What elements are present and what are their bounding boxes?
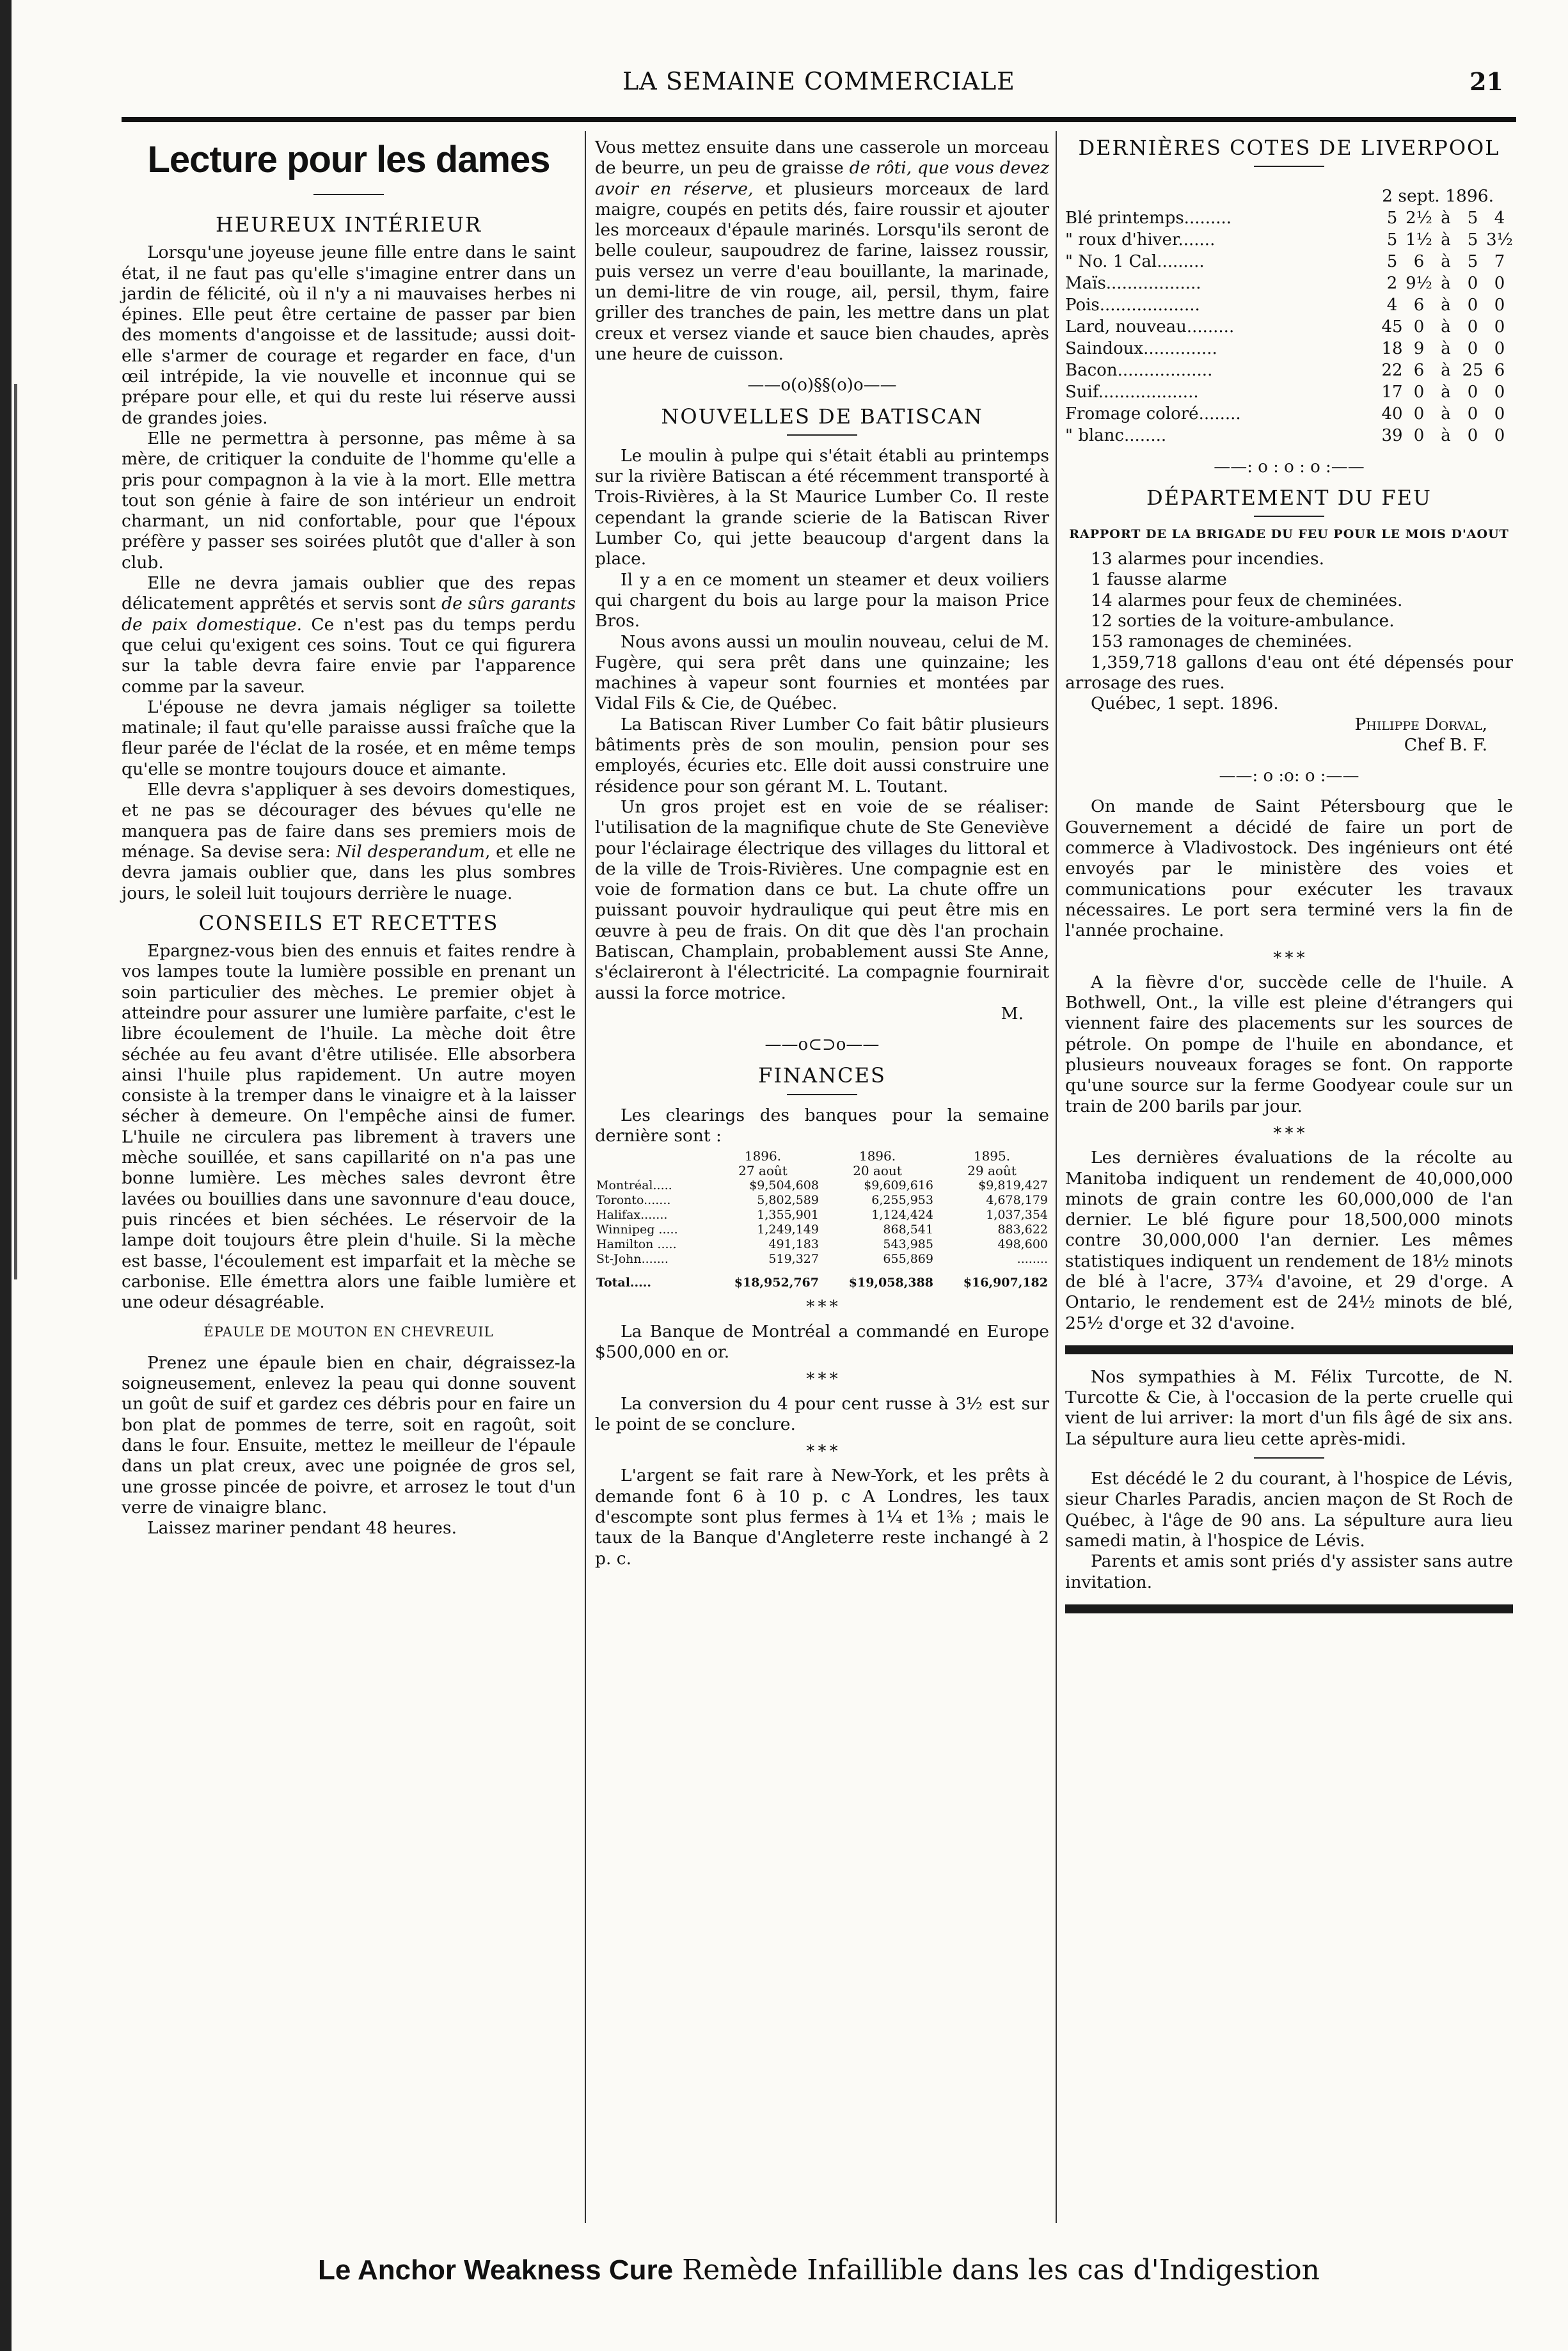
- text: et plusieurs morceaux de lard maigre, coupés en petits dés, faire roussir et ajouter les morceaux d'épaule marinés. Lorsqu'ils seront de belle couleur, saupoudrez de farine, laissez roussir, puis versez un verre d'eau bouillante, la marinade, un demi-litre de vin rouge, ail, persil, thym, faire griller des tranches de pain, les mettre dans un plat creux et versez viande et sauce bien chaudes, après une heure de cuisson.: [595, 178, 1049, 364]
- report-line: 13 alarmes pour incendies.: [1091, 549, 1325, 569]
- paragraph: 1,359,718 gallons d'eau ont été dépensés pour arrosage des rues.: [1065, 652, 1513, 693]
- divider: [1254, 516, 1324, 517]
- report-line: 12 sorties de la voiture-ambulance.: [1091, 611, 1395, 631]
- price-value: 17: [1381, 382, 1403, 402]
- price-value: 7: [1494, 251, 1505, 271]
- ad-brand: Le Anchor Weakness Cure: [318, 2254, 674, 2286]
- table-cell: 519,327: [768, 1252, 819, 1267]
- italic-text: de sûrs garants de paix domestique.: [122, 594, 576, 635]
- price-value: à: [1441, 425, 1451, 445]
- section-heading: NOUVELLES DE BATISCAN: [661, 404, 983, 429]
- page-header: [122, 61, 1516, 112]
- paragraph: On mande de Saint Pétersbourg que le Gouvernement a décidé de faire un port de commerce à Vladivostock. Des ingénieurs ont été envoyés par le ministère des voies et communications pour exécuter les travaux nécessaires. Le port sera terminé vers la fin de l'année prochaine.: [1065, 796, 1513, 941]
- table-cell: 1896.: [859, 1148, 896, 1164]
- text: Ce: [302, 614, 335, 635]
- table-cell: 868,541: [883, 1223, 933, 1237]
- price-value: 5: [1386, 251, 1398, 271]
- commodity: " blanc........: [1065, 425, 1167, 445]
- paragraph: Elle ne permettra à personne, pas même à sa mère, de critiquer la conduite de l'homme qu'elle a pris pour compagnon à la vie à la mort. Elle mettra tout son génie à faire de son intérieur un endroit charmant, un nid confortable, pour que l'époux préfère y passer ses soirées plutôt que d'aller à son club.: [122, 428, 576, 573]
- table-cell: 20 aout: [853, 1163, 902, 1179]
- paragraph: L'épouse ne devra jamais négliger sa toilette matinale; il faut qu'elle paraisse aussi fraîche que la fleur parée de l'éclat de la rosée, et en même temps qu'elle se montre toujours douce et aimante.: [122, 697, 576, 779]
- fire-report: [1065, 549, 1513, 652]
- price-value: 6: [1494, 360, 1505, 380]
- report-line: 14 alarmes pour feux de cheminées.: [1091, 590, 1403, 610]
- paragraph: Lorsqu'une joyeuse jeune fille entre dans le saint état, il ne faut pas qu'elle s'imagine entrer dans un jardin de félicité, où il n'y a ni mauvaises herbes ni épines. Elle peut être certaine de passer par bien des moments d'angoisse et de lassitude; aussi doit-elle s'armer de courage et regarder en face, d'un œil intrépide, la vie nouvelle et inconnue qui se prépare pour elle, et qui du reste lui réserve aussi de grandes joies.: [122, 242, 576, 428]
- paragraph: Un gros projet est en voie de se réaliser: l'utilisation de la magnifique chute de Ste Geneviève pour l'éclairage électrique des villages du littoral et de la ville de Trois-Rivières. Une compagnie est en voie de formation dans ce but. La chute offre un puissant pouvoir hydraulique qui peut être mis en œuvre à peu de frais. On dit que dès l'an prochain Batiscan, Champlain, probablement aussi Ste Anne, s'éclaireront à l'électricité. La compagnie fournirait aussi la force motrice.: [595, 796, 1049, 1003]
- price-value: 0: [1467, 273, 1478, 293]
- footer-advertisement: [122, 2254, 1516, 2286]
- price-row: [1065, 316, 1513, 338]
- ornament: ——o(o)§§(o)o——: [747, 376, 897, 395]
- commodity: Fromage coloré........: [1065, 404, 1241, 423]
- table-cell: 1,124,424: [871, 1208, 933, 1223]
- divider: [313, 194, 384, 195]
- price-value: 0: [1413, 317, 1425, 336]
- table-cell: $16,907,182: [963, 1276, 1048, 1290]
- signature: Philippe Dorval,: [1354, 714, 1487, 734]
- price-value: 5: [1467, 230, 1478, 249]
- table-cell: Winnipeg .....: [596, 1223, 678, 1237]
- table-row: [595, 1178, 1049, 1193]
- paragraph: A la fièvre d'or, succède celle de l'huile. A Bothwell, Ont., la ville est pleine d'étrangers qui viennent faire des placements sur les sources de pétrole. On pompe de l'huile en abondance, et plusieurs nouveaux forages se font. On rapporte qu'une source sur la ferme Goodyear coule sur un train de 200 barils par jour.: [1065, 972, 1513, 1116]
- signature: Chef B. F.: [1404, 734, 1487, 755]
- price-value: 5: [1386, 208, 1398, 228]
- divider: [1254, 1457, 1324, 1459]
- clearings-table: [595, 1149, 1049, 1290]
- scan-edge: [0, 0, 12, 2351]
- table-cell: 6,255,953: [871, 1193, 933, 1208]
- journal-title: LA SEMAINE COMMERCIALE: [622, 67, 1015, 95]
- paragraph: Il y a en ce moment un steamer et deux voiliers qui chargent du bois au large pour la maison Price Bros.: [595, 569, 1049, 631]
- divider: [787, 434, 857, 436]
- price-value: 0: [1494, 317, 1505, 336]
- price-value: 6: [1413, 295, 1425, 315]
- price-value: 0: [1494, 382, 1505, 402]
- table-cell: 27 août: [738, 1163, 788, 1179]
- table-cell: 543,985: [883, 1237, 933, 1252]
- price-value: 0: [1413, 425, 1425, 445]
- paragraph: Prenez une épaule bien en chair, dégraissez-la soigneusement, enlevez la peau qui donne souvent un goût de suif et gardez ces débris pour en faire un bon plat de pommes de terre, soit en ragoût, soit dans le four. Ensuite, mettez le meilleur de l'épaule dans un plat creux, avec une poignée de gros sel, une grosse pincée de poivre, et arrosez le tout d'un verre de vinaigre blanc.: [122, 1352, 576, 1517]
- price-value: 3½: [1486, 230, 1513, 249]
- table-row: [595, 1193, 1049, 1208]
- sub-heading: RAPPORT DE LA BRIGADE DU FEU POUR LE MOIS D'AOUT: [1069, 527, 1509, 542]
- table-cell: 29 août: [967, 1163, 1017, 1179]
- price-value: 0: [1413, 382, 1425, 402]
- column-2: [595, 138, 1049, 1569]
- table-cell: 1,249,149: [757, 1223, 819, 1237]
- ornament: ——: o :o: o :——: [1219, 766, 1359, 786]
- mourning-bar: [1065, 1345, 1513, 1354]
- table-cell: 498,600: [997, 1237, 1048, 1252]
- ad-tagline: Remède Infaillible dans les cas d'Indigestion: [682, 2254, 1320, 2286]
- price-row: [1065, 381, 1513, 403]
- newspaper-page: [122, 61, 1516, 2338]
- price-value: à: [1441, 295, 1451, 315]
- price-row: [1065, 207, 1513, 229]
- price-row: [1065, 360, 1513, 381]
- price-value: 1½: [1406, 230, 1432, 249]
- price-value: 0: [1494, 295, 1505, 315]
- price-value: 0: [1467, 382, 1478, 402]
- paragraph: Est décédé le 2 du courant, à l'hospice de Lévis, sieur Charles Paradis, ancien maçon de St Roch de Québec, à l'âge de 90 ans. La sépulture aura lieu samedi matin, à l'hospice de Lévis.: [1065, 1469, 1513, 1551]
- paragraph: Les clearings des banques pour la semaine dernière sont :: [595, 1105, 1049, 1146]
- table-header-row: [595, 1149, 1049, 1164]
- italic-text: Nil desperandum: [336, 841, 486, 862]
- asterism: * * *: [806, 1370, 838, 1389]
- price-value: 0: [1467, 404, 1478, 423]
- paragraph: La Batiscan River Lumber Co fait bâtir plusieurs bâtiments près de son moulin, pension pour ses employés, écuries etc. Elle doit aussi construire une résidence pour son gérant M. L. Toutant.: [595, 714, 1049, 796]
- price-value: à: [1441, 273, 1451, 293]
- price-value: 9½: [1406, 273, 1432, 293]
- price-row: [1065, 338, 1513, 360]
- commodity: " No. 1 Cal.........: [1065, 251, 1205, 271]
- price-row: [1065, 403, 1513, 425]
- price-value: à: [1441, 251, 1451, 271]
- price-value: 0: [1467, 295, 1478, 315]
- paragraph: Le moulin à pulpe qui s'était établi au printemps sur la rivière Batiscan a été récemment transporté à Trois-Rivières, à la St Maurice Lumber Co. Il reste cependant la grande scierie de la Batiscan River Lumber Co, qui jette beaucoup d'argent dans la place.: [595, 445, 1049, 569]
- commodity: Saindoux..............: [1065, 338, 1217, 358]
- price-row: [1065, 425, 1513, 447]
- commodity: Lard, nouveau.........: [1065, 317, 1235, 336]
- text: Elle ne devra jamais oublier que des repas délicatement apprêtés et servis sont: [122, 573, 576, 614]
- paragraph: Laissez mariner pendant 48 heures.: [147, 1518, 457, 1539]
- paragraph: Parents et amis sont priés d'y assister sans autre invitation.: [1065, 1551, 1513, 1592]
- price-value: 5: [1467, 251, 1478, 271]
- price-value: 0: [1494, 404, 1505, 423]
- text: Elle devra s'appliquer à ses devoirs domestiques, et ne pas se décourager des bévues qu'elle ne manquera pas de faire dans ses premiers mois de ménage. Sa devise sera:: [122, 780, 576, 862]
- table-cell: 491,183: [768, 1237, 819, 1252]
- section-heading: DÉPARTEMENT DU FEU: [1146, 485, 1432, 510]
- price-value: 2½: [1406, 208, 1432, 228]
- ornament: ——: o : o : o :——: [1214, 457, 1365, 477]
- price-value: 0: [1467, 317, 1478, 336]
- commodity: Pois...................: [1065, 295, 1200, 315]
- table-total-row: [595, 1267, 1049, 1290]
- report-line: 1 fausse alarme: [1091, 569, 1227, 590]
- text: Vous mettez ensuite dans une casserole un morceau de beurre, un peu de graisse: [595, 138, 1049, 178]
- table-cell: St-John.......: [596, 1252, 669, 1267]
- column-1: [122, 138, 576, 1539]
- price-value: 39: [1381, 425, 1403, 445]
- paragraph: La Banque de Montréal a commandé en Europe $500,000 en or.: [595, 1321, 1049, 1362]
- table-row: [595, 1252, 1049, 1267]
- asterism: * * *: [806, 1442, 838, 1462]
- price-value: 6: [1413, 251, 1425, 271]
- divider: [1254, 166, 1324, 167]
- table-cell: ........: [1017, 1252, 1048, 1267]
- asterism: * * *: [1273, 948, 1305, 968]
- section-heading: CONSEILS ET RECETTES: [198, 910, 499, 935]
- table-cell: 5,802,589: [757, 1193, 819, 1208]
- table-cell: 1895.: [973, 1148, 1011, 1164]
- table-row: [595, 1208, 1049, 1223]
- header-rule: [122, 117, 1516, 122]
- price-value: 9: [1413, 338, 1425, 358]
- report-line: 153 ramonages de cheminées.: [1091, 631, 1352, 652]
- italic-text: de rôti, que vous devez avoir en réserve,: [595, 158, 1049, 199]
- price-value: 0: [1494, 425, 1505, 445]
- table-cell: Montréal.....: [596, 1178, 672, 1193]
- price-value: à: [1441, 382, 1451, 402]
- table-cell: Hamilton .....: [596, 1237, 677, 1252]
- table-cell: [595, 1149, 706, 1164]
- price-value: à: [1441, 338, 1451, 358]
- table-cell: $9,609,616: [864, 1178, 933, 1193]
- date-line: 2 sept. 1896.: [1382, 186, 1494, 207]
- paragraph: La conversion du 4 pour cent russe à 3½ est sur le point de se conclure.: [595, 1393, 1049, 1434]
- price-value: 5: [1467, 208, 1478, 228]
- table-cell: Toronto.......: [596, 1193, 671, 1208]
- price-value: 0: [1413, 404, 1425, 423]
- price-row: [1065, 294, 1513, 316]
- commodity: Bacon..................: [1065, 360, 1213, 380]
- price-value: 0: [1494, 273, 1505, 293]
- price-row: [1065, 251, 1513, 273]
- commodity: Blé printemps.........: [1065, 208, 1232, 228]
- paragraph: [122, 780, 576, 904]
- paragraph: Nos sympathies à M. Félix Turcotte, de N. Turcotte & Cie, à l'occasion de la perte cruelle qui vient de lui arriver: la mort d'un fils âgé de six ans. La sépulture aura lieu cette après-midi.: [1065, 1366, 1513, 1449]
- article-title: Lecture pour les dames: [147, 139, 550, 180]
- table-cell: 1,355,901: [757, 1208, 819, 1223]
- text: , et elle ne devra jamais oublier que, dans les plus sombres jours, le soleil luit toujours derrière le nuage.: [122, 841, 576, 903]
- section-heading: HEUREUX INTÉRIEUR: [215, 212, 482, 237]
- paragraph: L'argent se fait rare à New-York, et les prêts à demande font 6 à 10 p. c A Londres, les taux d'escompte sont plus fermes à 1¼ et 1⅜ ; mais le taux de la Banque d'Angleterre reste inchangé à 2 p. c.: [595, 1466, 1049, 1569]
- column-3: [1065, 138, 1513, 1626]
- table-cell: [595, 1164, 706, 1178]
- asterism: * * *: [806, 1297, 838, 1317]
- paragraph: Epargnez-vous bien des ennuis et faites rendre à vos lampes toute la lumière possible en prenant un soin particulier des mèches. Le premier objet à atteindre pour assurer une lumière parfaite, c'est le libre écoulement de l'huile. La mèche doit être séchée au feu avant d'être utilisée. Elle absorbera ainsi l'huile plus rapidement. Un autre moyen consiste à la tremper dans le vinaigre et à la laisser sécher à demeure. On l'empêche ainsi de fumer. L'huile ne circulera pas librement à travers une mèche souillée, et sans capillarité on n'a pas une bonne lumière. Les mèches sales devront être lavées ou bouillies dans une savonnure d'eau douce, puis rincées et bien séchées. Le réservoir de la lampe doit toujours être plein d'huile. Si la mèche est basse, l'écoulement est imparfait et la mèche se carbonise. Elle émettra alors une faible lumière et une odeur désagréable.: [122, 941, 576, 1313]
- scan-edge-mark: [14, 384, 17, 1279]
- price-value: 4: [1386, 295, 1398, 315]
- commodity: " roux d'hiver.......: [1065, 230, 1216, 249]
- table-cell: $18,952,767: [734, 1276, 819, 1290]
- price-value: 25: [1462, 360, 1484, 380]
- price-value: à: [1441, 360, 1451, 380]
- price-value: 5: [1386, 230, 1398, 249]
- column-divider: [585, 131, 586, 2223]
- price-value: 0: [1467, 425, 1478, 445]
- ornament: ——o⊂⊃o——: [764, 1035, 880, 1055]
- table-cell: $9,504,608: [749, 1178, 819, 1193]
- table-cell: Total.....: [596, 1276, 652, 1290]
- price-value: à: [1441, 317, 1451, 336]
- section-heading: ÉPAULE DE MOUTON EN CHEVREUIL: [203, 1324, 494, 1340]
- paragraph: [595, 138, 1049, 365]
- price-value: 18: [1381, 338, 1403, 358]
- table-row: [595, 1237, 1049, 1252]
- table-cell: 883,622: [997, 1223, 1048, 1237]
- asterism: * * *: [1273, 1123, 1305, 1143]
- price-row: [1065, 229, 1513, 251]
- price-value: 45: [1381, 317, 1403, 336]
- price-value: 4: [1494, 208, 1505, 228]
- table-cell: $19,058,388: [848, 1276, 933, 1290]
- commodity: Maïs..................: [1065, 273, 1201, 293]
- table-row: [595, 1223, 1049, 1237]
- price-value: 22: [1381, 360, 1403, 380]
- price-value: 40: [1381, 404, 1403, 423]
- table-cell: 655,869: [883, 1252, 933, 1267]
- section-heading: FINANCES: [758, 1063, 886, 1088]
- table-cell: 1896.: [744, 1148, 782, 1164]
- price-value: 0: [1467, 338, 1478, 358]
- price-value: à: [1441, 404, 1451, 423]
- divider: [787, 1094, 857, 1095]
- price-row: [1065, 273, 1513, 294]
- column-divider: [1056, 131, 1057, 2223]
- mourning-bar: [1065, 1604, 1513, 1613]
- paragraph: Les dernières évaluations de la récolte au Manitoba indiquent un rendement de 40,000,000 minots de grain contre les 60,000,000 de l'an dernier. Le blé figure pour 18,500,000 minots contre 30,000,000 l'an dernier. Les mêmes statistiques indiquent un rendement de 18½ minots de blé à l'acre, 37¾ d'avoine, et 29 d'orge. A Ontario, le rendement est de 24½ minots de blé, 25½ d'orge et 32 d'avoine.: [1065, 1148, 1513, 1333]
- text: n'est pas du temps perdu que celui qu'exigent ces soins. Tout ce qui figurera sur la table devra faire envie par l'apparence comme par la saveur.: [122, 614, 576, 697]
- table-cell: $9,819,427: [978, 1178, 1048, 1193]
- price-value: à: [1441, 230, 1451, 249]
- commodity: Suif...................: [1065, 382, 1199, 402]
- price-value: 0: [1494, 338, 1505, 358]
- dateline: Québec, 1 sept. 1896.: [1091, 693, 1279, 714]
- paragraph: [122, 573, 576, 697]
- price-value: 2: [1386, 273, 1398, 293]
- section-heading: DERNIÈRES COTES DE LIVERPOOL: [1078, 136, 1500, 160]
- table-cell: Halifax.......: [596, 1208, 668, 1223]
- page-number: 21: [1469, 67, 1503, 96]
- table-cell: 4,678,179: [986, 1193, 1048, 1208]
- price-value: 6: [1413, 360, 1425, 380]
- signature: M.: [1001, 1003, 1024, 1024]
- paragraph: Nous avons aussi un moulin nouveau, celui de M. Fugère, qui sera prêt dans une quinzaine; les machines à vapeur sont fournies et montées par Vidal Fils & Cie, de Québec.: [595, 631, 1049, 714]
- table-cell: 1,037,354: [986, 1208, 1048, 1223]
- table-header-row: [595, 1164, 1049, 1178]
- price-list: [1065, 207, 1513, 447]
- price-value: à: [1441, 208, 1451, 228]
